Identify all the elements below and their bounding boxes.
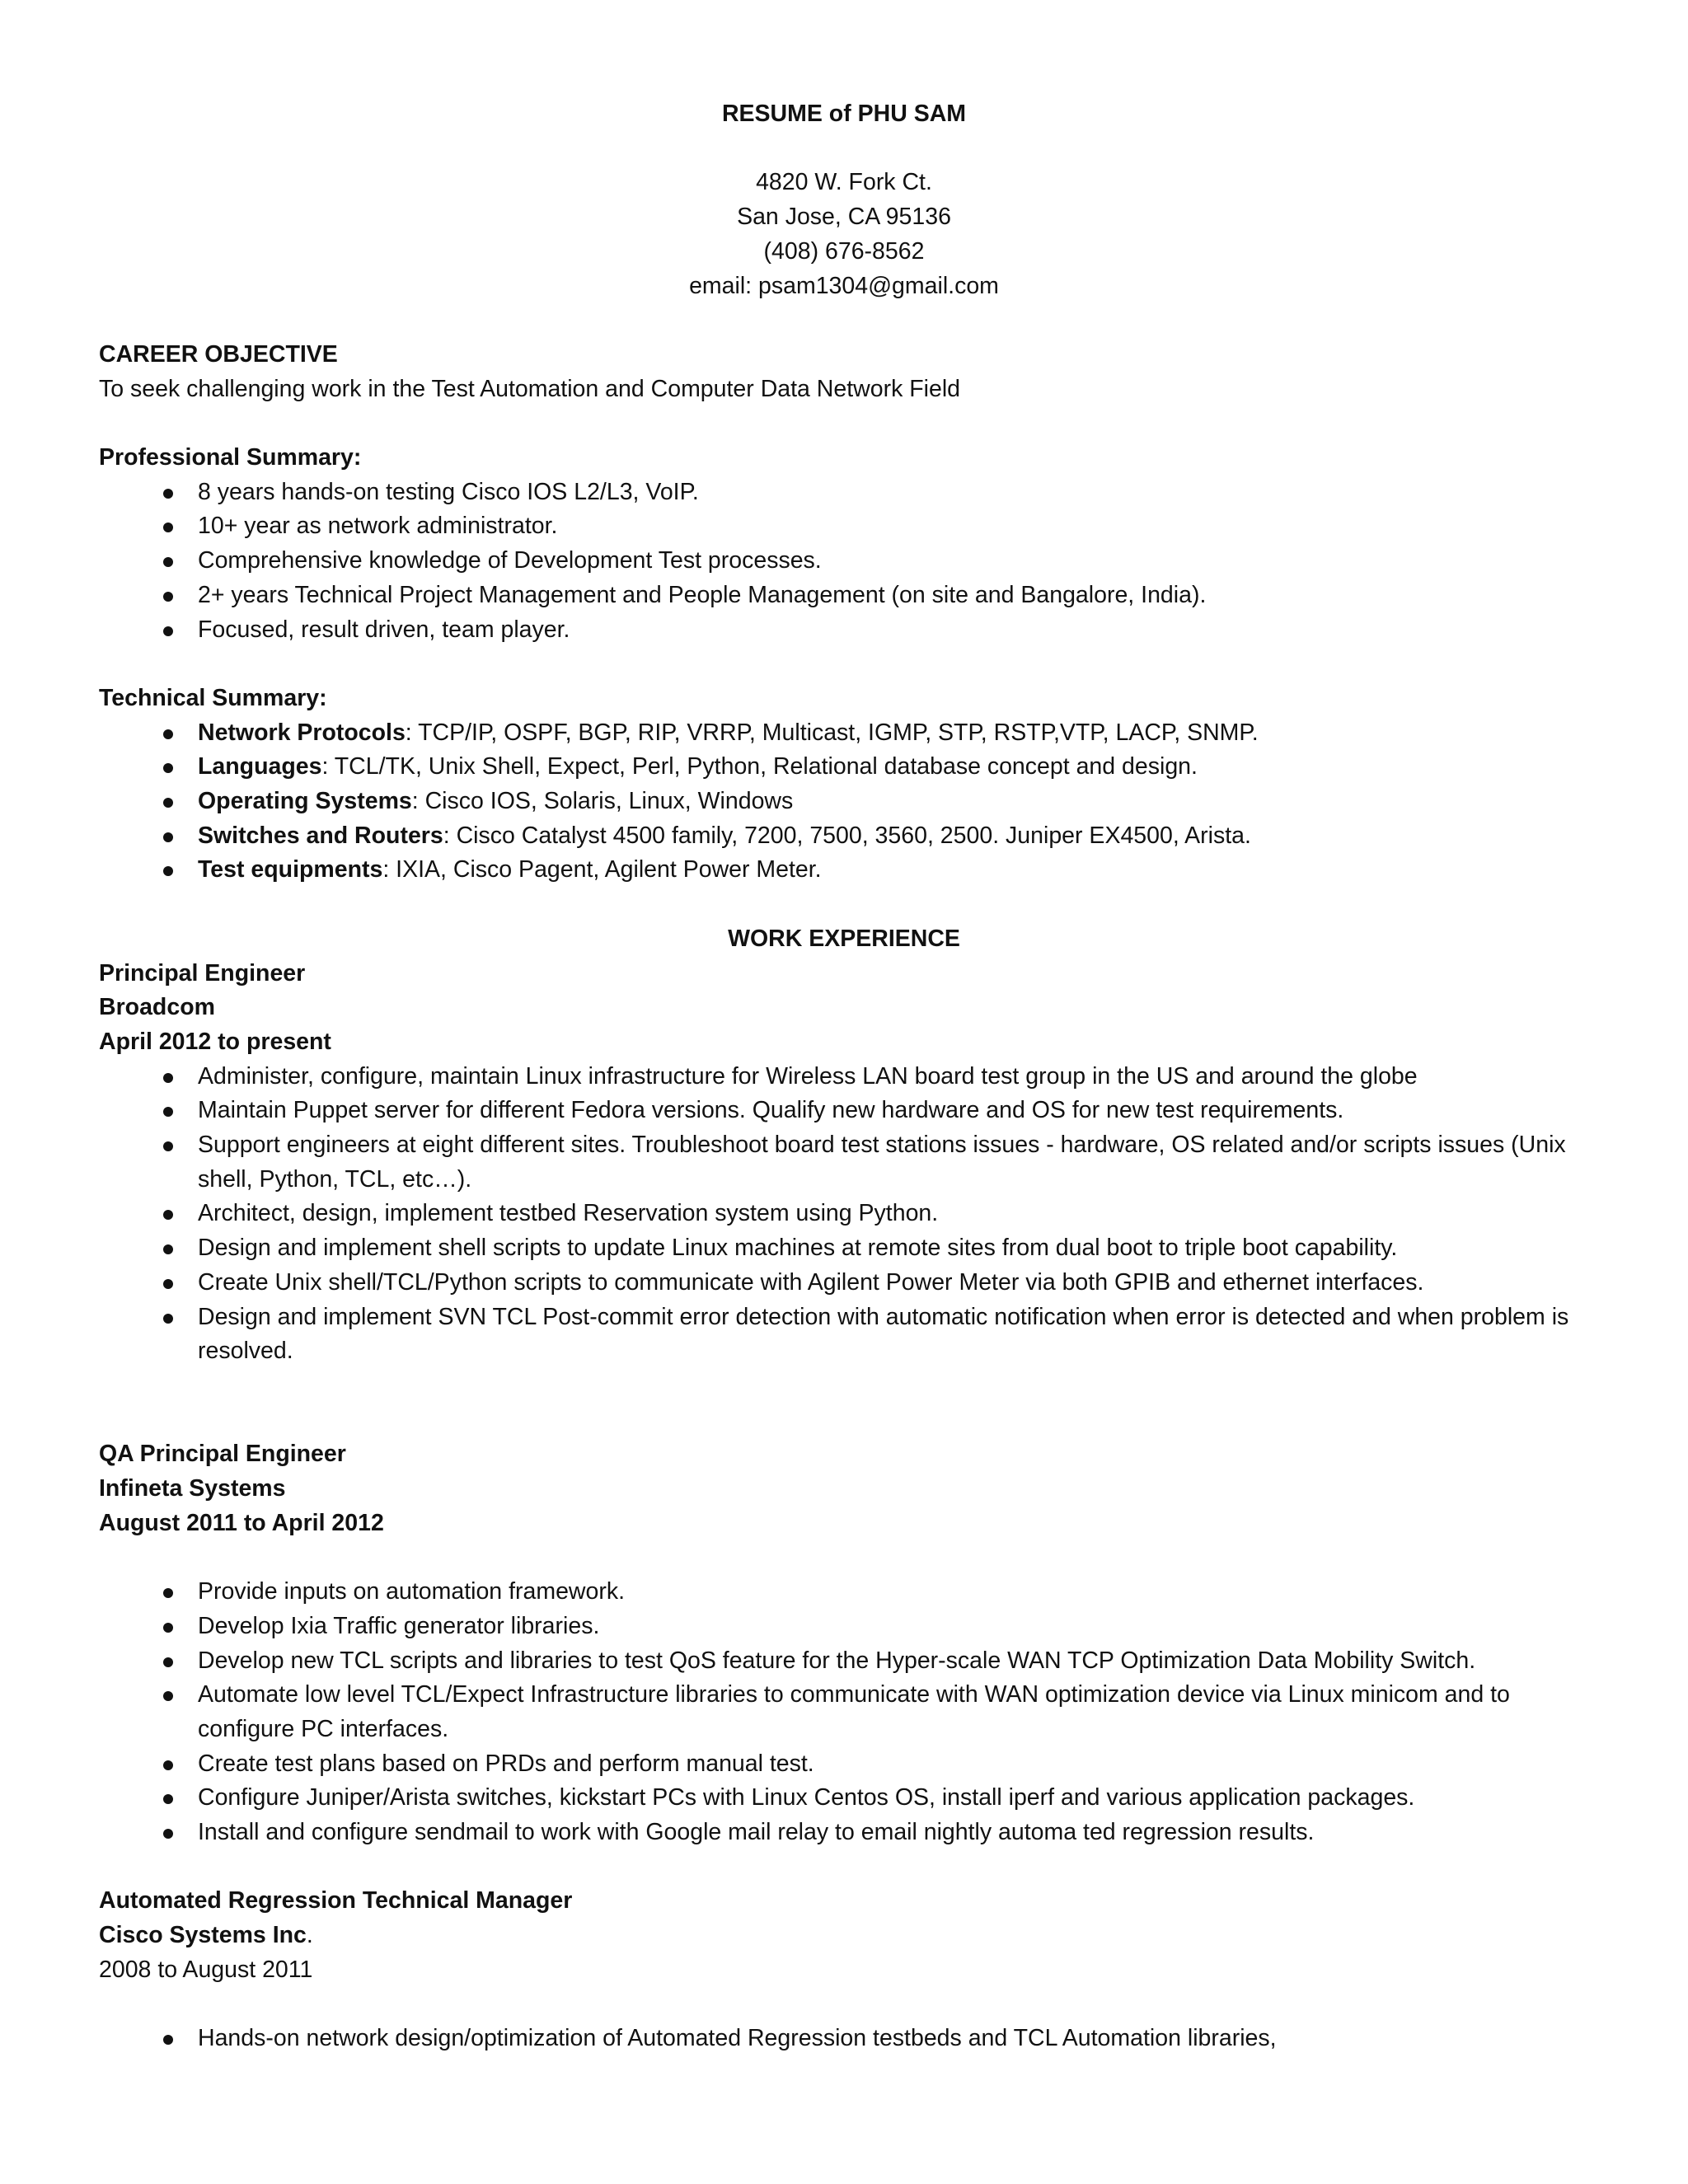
bullet-icon bbox=[163, 1244, 173, 1254]
list-item: Provide inputs on automation framework. bbox=[99, 1575, 1599, 1610]
job-dates: August 2011 to April 2012 bbox=[99, 1509, 384, 1536]
career-objective-heading: CAREER OBJECTIVE bbox=[99, 340, 338, 368]
list-item: Languages: TCL/TK, Unix Shell, Expect, Perl, Python, Relational database concept and design. bbox=[99, 750, 1599, 785]
job-duties-list bbox=[99, 1575, 1599, 1850]
job-duties-list bbox=[99, 2022, 1599, 2056]
bullet-icon bbox=[163, 1314, 173, 1324]
phone-number: (408) 676-8562 bbox=[763, 237, 925, 265]
bullet-icon bbox=[163, 1794, 173, 1804]
bullet-icon bbox=[163, 729, 173, 739]
bullet-icon bbox=[163, 1107, 173, 1117]
bullet-icon bbox=[163, 523, 173, 532]
list-item: Architect, design, implement testbed Reservation system using Python. bbox=[99, 1197, 1599, 1231]
technical-summary-heading: Technical Summary: bbox=[99, 684, 327, 711]
bullet-icon bbox=[163, 1691, 173, 1701]
list-item: Automate low level TCL/Expect Infrastructure libraries to communicate with WAN optimization device via Linux minicom and to configure PC interfaces. bbox=[99, 1678, 1599, 1746]
bullet-icon bbox=[163, 1210, 173, 1220]
operating-systems-label: Operating Systems bbox=[198, 788, 412, 814]
professional-summary-heading: Professional Summary: bbox=[99, 443, 362, 471]
list-item: Focused, result driven, team player. bbox=[99, 613, 1599, 648]
list-item: Test equipments: IXIA, Cisco Pagent, Agilent Power Meter. bbox=[99, 853, 1599, 888]
technical-summary-list bbox=[99, 716, 1599, 888]
job-dates: 2008 to August 2011 bbox=[99, 1956, 313, 1983]
job-company: Infineta Systems bbox=[99, 1475, 286, 1502]
list-item: Switches and Routers: Cisco Catalyst 4500 family, 7200, 7500, 3560, 2500. Juniper EX4500, Arista. bbox=[99, 819, 1599, 854]
bullet-icon bbox=[163, 1588, 173, 1598]
bullet-icon bbox=[163, 592, 173, 602]
bullet-icon bbox=[163, 557, 173, 567]
list-item: Maintain Puppet server for different Fedora versions. Qualify new hardware and OS for new test requirements. bbox=[99, 1094, 1599, 1128]
switches-routers-label: Switches and Routers bbox=[198, 822, 443, 849]
job-dates: April 2012 to present bbox=[99, 1028, 331, 1055]
bullet-icon bbox=[163, 2035, 173, 2045]
email-address: email: psam1304@gmail.com bbox=[689, 272, 999, 299]
list-item: 10+ year as network administrator. bbox=[99, 509, 1599, 544]
job-company-line: Cisco Systems Inc. bbox=[99, 1922, 313, 1949]
list-item: Configure Juniper/Arista switches, kickstart PCs with Linux Centos OS, install iperf and various application packages. bbox=[99, 1781, 1599, 1816]
professional-summary-list bbox=[99, 476, 1599, 648]
address-line-1: 4820 W. Fork Ct. bbox=[756, 169, 932, 196]
resume-content bbox=[99, 97, 1599, 2056]
bullet-icon bbox=[163, 832, 173, 842]
bullet-icon bbox=[163, 1141, 173, 1151]
job-title: Automated Regression Technical Manager bbox=[99, 1887, 573, 1915]
list-item: Administer, configure, maintain Linux infrastructure for Wireless LAN board test group in the US and around the globe bbox=[99, 1060, 1599, 1094]
bullet-icon bbox=[163, 1829, 173, 1839]
resume-title: RESUME of PHU SAM bbox=[721, 101, 967, 127]
list-item: Hands-on network design/optimization of Automated Regression testbeds and TCL Automation libraries, bbox=[99, 2022, 1599, 2056]
bullet-icon bbox=[163, 626, 173, 636]
network-protocols-label: Network Protocols bbox=[198, 719, 406, 746]
list-item: Install and configure sendmail to work with Google mail relay to email nightly automa ted regression results. bbox=[99, 1816, 1599, 1850]
list-item: Design and implement SVN TCL Post-commit error detection with automatic notification when error is detected and when problem is resolved. bbox=[99, 1301, 1599, 1369]
address-line-2: San Jose, CA 95136 bbox=[737, 204, 951, 231]
list-item: 8 years hands-on testing Cisco IOS L2/L3, VoIP. bbox=[99, 476, 1599, 510]
bullet-icon bbox=[163, 1657, 173, 1667]
list-item: Develop new TCL scripts and libraries to test QoS feature for the Hyper-scale WAN TCP Optimization Data Mobility Switch. bbox=[99, 1644, 1599, 1679]
test-equipments-label: Test equipments bbox=[198, 856, 383, 883]
list-item: Create test plans based on PRDs and perform manual test. bbox=[99, 1747, 1599, 1782]
work-experience-heading: WORK EXPERIENCE bbox=[728, 925, 960, 952]
job-duties-list bbox=[99, 1060, 1599, 1369]
list-item: Comprehensive knowledge of Development Test processes. bbox=[99, 544, 1599, 579]
list-item: Support engineers at eight different sites. Troubleshoot board test stations issues - hardware, OS related and/or scripts issues (Unix shell, Python, TCL, etc…). bbox=[99, 1128, 1599, 1197]
list-item: Network Protocols: TCP/IP, OSPF, BGP, RIP, VRRP, Multicast, IGMP, STP, RSTP,VTP, LACP, SNMP. bbox=[99, 716, 1599, 751]
bullet-icon bbox=[163, 1073, 173, 1083]
list-item: Develop Ixia Traffic generator libraries. bbox=[99, 1610, 1599, 1644]
list-item: Operating Systems: Cisco IOS, Solaris, Linux, Windows bbox=[99, 785, 1599, 819]
job-title: Principal Engineer bbox=[99, 959, 306, 987]
job-title: QA Principal Engineer bbox=[99, 1441, 346, 1468]
bullet-icon bbox=[163, 489, 173, 499]
bullet-icon bbox=[163, 798, 173, 808]
career-objective-text: To seek challenging work in the Test Automation and Computer Data Network Field bbox=[99, 375, 961, 402]
bullet-icon bbox=[163, 1623, 173, 1633]
bullet-icon bbox=[163, 866, 173, 876]
job-company: Cisco Systems Inc bbox=[99, 1922, 307, 1949]
languages-label: Languages bbox=[198, 753, 322, 780]
list-item: Create Unix shell/TCL/Python scripts to communicate with Agilent Power Meter via both GPIB and ethernet interfaces. bbox=[99, 1266, 1599, 1301]
bullet-icon bbox=[163, 1760, 173, 1770]
job-company: Broadcom bbox=[99, 994, 215, 1021]
list-item: 2+ years Technical Project Management and People Management (on site and Bangalore, India). bbox=[99, 579, 1599, 613]
bullet-icon bbox=[163, 763, 173, 773]
list-item: Design and implement shell scripts to update Linux machines at remote sites from dual boot to triple boot capability. bbox=[99, 1231, 1599, 1266]
bullet-icon bbox=[163, 1279, 173, 1289]
